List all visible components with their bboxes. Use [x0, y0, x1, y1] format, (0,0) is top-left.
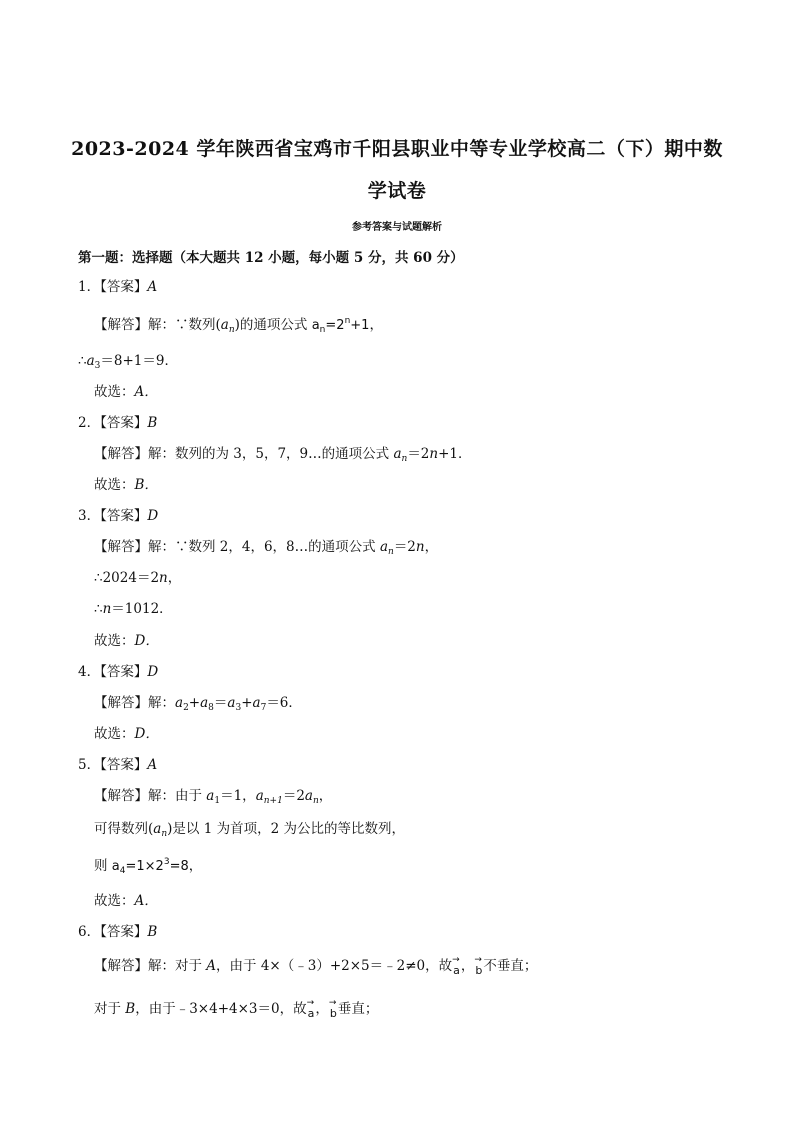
- choose-label: 故选：: [94, 893, 135, 909]
- text-fragment: ＝6．: [266, 695, 302, 711]
- question-4-solution-line: [94, 694, 302, 717]
- math-subscript: n: [319, 325, 326, 335]
- question-number: 3．: [78, 508, 101, 524]
- math-superscript: n: [344, 316, 351, 326]
- math-subscript: 3: [94, 361, 101, 371]
- math-variable: a: [311, 318, 320, 333]
- math-subscript: n: [312, 796, 319, 806]
- solution-tag: 【解答】: [94, 317, 148, 333]
- text-fragment: 可得数列(: [94, 821, 154, 837]
- solution-tag: 【解答】: [94, 958, 148, 974]
- answer-tag: 【答案】: [100, 508, 148, 524]
- math-variable: a: [379, 539, 389, 555]
- choose-value: A．: [134, 384, 158, 400]
- question-5-choose: [94, 892, 158, 910]
- option-letter: A: [206, 958, 217, 974]
- text-fragment: ∵数列 2，4，6，8…的通项公式: [175, 539, 380, 555]
- math-variable: a: [393, 446, 402, 462]
- question-2-solution-line: [94, 445, 472, 468]
- solution-prefix: 解：: [148, 695, 175, 711]
- math-subscript: 7: [260, 703, 267, 713]
- math-subscript: n: [228, 325, 235, 335]
- solution-prefix: 解：: [148, 446, 175, 462]
- math-text: =1×2: [125, 859, 164, 874]
- question-5-solution-line: [94, 787, 332, 810]
- answer-tag: 【答案】: [100, 757, 148, 773]
- math-subscript: n: [388, 547, 394, 557]
- answer-value: A: [147, 279, 158, 295]
- choose-value: A．: [134, 893, 158, 909]
- math-subscript: n: [161, 829, 168, 839]
- math-subscript: 3: [235, 703, 242, 713]
- question-number: 4．: [78, 664, 101, 680]
- question-number: 2．: [78, 415, 101, 431]
- text-fragment: 垂直；: [337, 1001, 379, 1017]
- question-number: 1．: [78, 279, 101, 295]
- document-title-line2: 学试卷: [367, 180, 427, 202]
- answer-value: B: [147, 924, 158, 940]
- text-fragment: ∴: [94, 601, 103, 617]
- text-fragment: +1．: [438, 446, 472, 462]
- text-fragment: ，: [315, 1001, 329, 1017]
- question-2-answer: [78, 414, 157, 432]
- text-fragment: )是以 1 为首项，2 为公比的等比数列，: [167, 821, 405, 837]
- text-fragment: 则: [94, 858, 112, 874]
- question-5-answer: [78, 756, 157, 774]
- math-text: =8: [169, 859, 189, 874]
- answer-value: A: [147, 757, 158, 773]
- question-3-solution-line: [94, 569, 181, 587]
- math-subscript: 1: [214, 796, 221, 806]
- math-variable: a: [255, 788, 264, 804]
- answer-value: D: [147, 508, 159, 524]
- vector-b: → b: [330, 1005, 337, 1023]
- text-fragment: ＝1，: [220, 788, 256, 804]
- math-variable: a: [153, 821, 162, 837]
- vector-a: → a: [453, 962, 460, 980]
- answer-tag: 【答案】: [100, 664, 148, 680]
- text-fragment: +: [188, 695, 201, 711]
- answer-tag: 【答案】: [100, 924, 148, 940]
- document-title-line1: 2023-2024 学年陕西省宝鸡市千阳县职业中等专业学校高二（下）期中数: [71, 138, 723, 160]
- solution-prefix: 解：: [148, 958, 175, 974]
- solution-tag: 【解答】: [94, 695, 148, 711]
- choose-value: D．: [134, 633, 159, 649]
- math-variable: a: [175, 695, 184, 711]
- math-variable: n: [102, 601, 112, 617]
- text-fragment: +: [241, 695, 253, 711]
- text-fragment: ＝8+1＝9．: [100, 353, 178, 369]
- formula-an: [312, 318, 370, 333]
- text-fragment: 对于: [175, 958, 207, 974]
- question-6-answer: [78, 923, 157, 941]
- text-fragment: 对于: [94, 1001, 126, 1017]
- text-fragment: )的通项公式: [234, 317, 312, 333]
- solution-prefix: 解：: [148, 788, 175, 804]
- text-fragment: ＝2: [393, 539, 416, 555]
- text-fragment: ＝1012．: [111, 601, 173, 617]
- text-fragment: 数列的为 3，5，7，9…的通项公式: [175, 446, 394, 462]
- text-fragment: ，: [188, 858, 203, 874]
- solution-tag: 【解答】: [94, 446, 148, 462]
- answer-value: B: [147, 415, 158, 431]
- text-fragment: ，: [369, 317, 383, 333]
- math-variable: a: [252, 695, 261, 711]
- solution-tag: 【解答】: [94, 539, 148, 555]
- choose-label: 故选：: [94, 384, 135, 400]
- math-variable: a: [220, 317, 229, 333]
- question-number: 5．: [78, 757, 101, 773]
- question-1-solution-line: [94, 312, 383, 339]
- question-6-solution-line: [94, 957, 537, 980]
- text-fragment: ∴: [78, 353, 87, 369]
- vector-b: → b: [475, 962, 482, 980]
- choose-label: 故选：: [94, 726, 135, 742]
- question-3-solution-line: [94, 600, 173, 618]
- math-superscript: 3: [163, 857, 170, 867]
- answer-tag: 【答案】: [100, 279, 148, 295]
- question-3-answer: [78, 507, 158, 525]
- math-variable: a: [111, 859, 120, 874]
- math-variable: n: [159, 570, 168, 586]
- choose-label: 故选：: [94, 633, 135, 649]
- text-fragment: 由于: [175, 788, 207, 804]
- solution-prefix: 解：: [148, 539, 175, 555]
- formula-a4: [112, 859, 189, 874]
- text-fragment: ，: [424, 539, 439, 555]
- text-fragment: 不垂直；: [483, 958, 538, 974]
- section-heading: 第一题：选择题（本大题共 12 小题，每小题 5 分，共 60 分）: [78, 250, 464, 266]
- vector-a: → a: [308, 1005, 315, 1023]
- choose-label: 故选：: [94, 477, 135, 493]
- math-variable: a: [227, 695, 236, 711]
- question-3-solution-line: [94, 538, 438, 561]
- math-variable: a: [206, 788, 215, 804]
- math-variable: a: [304, 788, 313, 804]
- question-4-choose: [94, 725, 159, 743]
- text-fragment: ，: [167, 570, 182, 586]
- text-fragment: ，: [318, 788, 333, 804]
- question-4-answer: [78, 663, 158, 681]
- math-subscript: 2: [183, 703, 189, 713]
- text-fragment: ∵数列(: [175, 317, 221, 333]
- question-5-solution-line: [94, 853, 202, 880]
- math-subscript: n+1: [263, 796, 283, 806]
- option-letter: B: [125, 1001, 136, 1017]
- text-fragment: ＝2: [407, 446, 430, 462]
- solution-prefix: 解：: [148, 317, 175, 333]
- choose-value: D．: [134, 726, 159, 742]
- math-subscript: 4: [119, 866, 126, 876]
- math-text: +1: [350, 318, 370, 333]
- math-variable: n: [429, 446, 439, 462]
- text-fragment: ＝2: [282, 788, 305, 804]
- question-1-solution-line: [78, 352, 178, 375]
- solution-tag: 【解答】: [94, 788, 148, 804]
- choose-value: B．: [134, 477, 158, 493]
- question-2-choose: [94, 476, 158, 494]
- question-6-solution-line: [94, 1000, 378, 1023]
- math-variable: n: [415, 539, 425, 555]
- question-number: 6．: [78, 924, 101, 940]
- question-1-choose: [94, 383, 158, 401]
- math-variable: a: [86, 353, 95, 369]
- math-subscript: n: [401, 454, 408, 464]
- text-fragment: ，由于﹣3×4+4×3＝0，故: [135, 1001, 307, 1017]
- text-fragment: ，由于 4×（﹣3）+2×5＝﹣2≠0，故: [216, 958, 453, 974]
- question-3-choose: [94, 632, 159, 650]
- answer-value: D: [147, 664, 159, 680]
- document-subtitle: 参考答案与试题解析: [352, 222, 442, 233]
- math-subscript: 8: [208, 703, 214, 713]
- text-fragment: ＝: [213, 695, 228, 711]
- math-variable: a: [200, 695, 209, 711]
- math-text: =2: [325, 318, 345, 333]
- question-1-answer: [78, 278, 157, 296]
- question-5-solution-line: [94, 820, 405, 843]
- text-fragment: ，: [460, 958, 475, 974]
- text-fragment: ∴2024＝2: [94, 570, 160, 586]
- answer-tag: 【答案】: [100, 415, 148, 431]
